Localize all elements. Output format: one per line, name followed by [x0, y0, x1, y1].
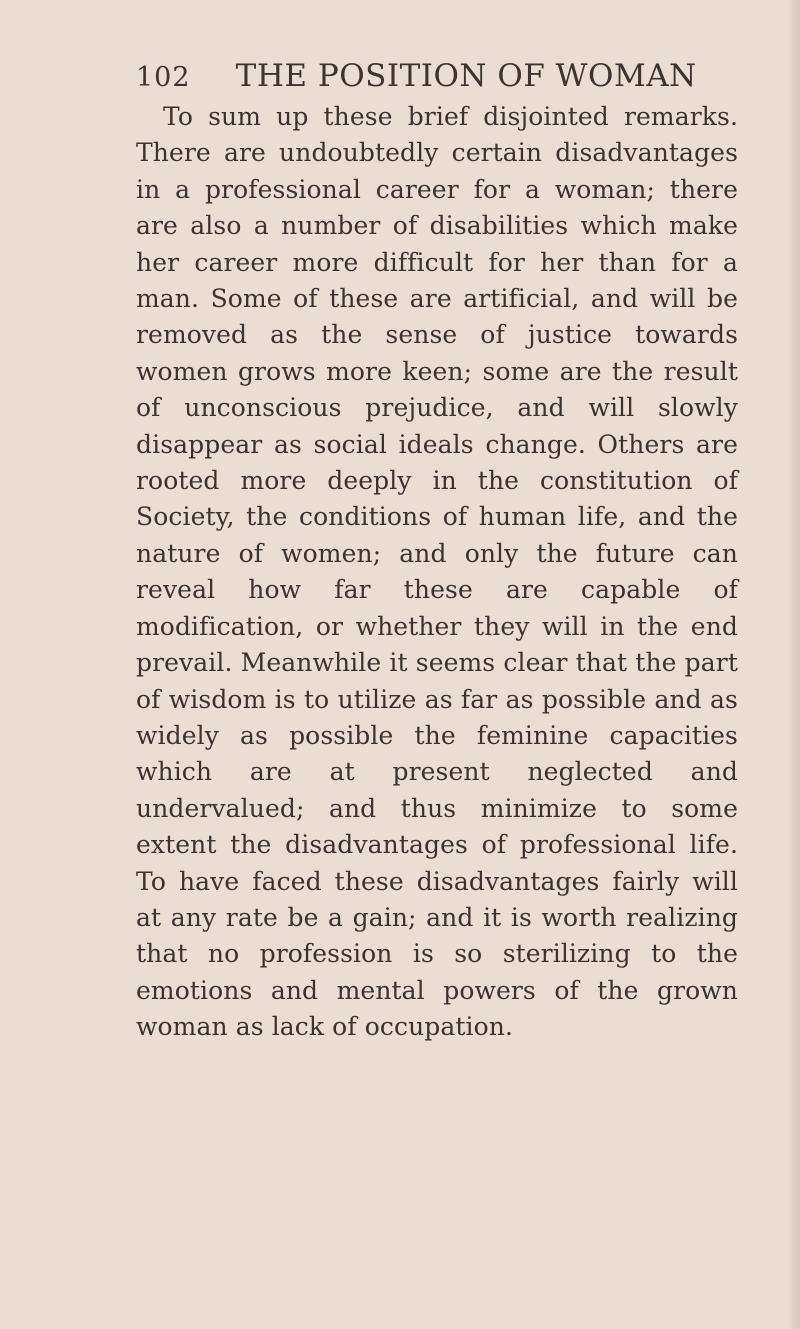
running-head: THE POSITION OF WOMAN	[235, 58, 697, 94]
page-number: 102	[136, 62, 191, 93]
page-edge-shadow	[786, 0, 800, 1329]
body-paragraph: To sum up these brief disjointed remarks. There are undoubtedly certain disadvantages in a professional career for a woman; there are also a number of disabilities which make her career more difficult for her than for a man. Some of these are artificial, and will be removed as the sense of justice towards women grows more keen; some are the result of unconscious prejudice, and will slowly disappear as social ideals change. Others are rooted more deeply in the constitution of Society, the conditions of human life, and the nature of women; and only the future can reveal how far these are capable of modification, or whether they will in the end prevail. Meanwhile it seems clear that the part of wisdom is to utilize as far as possible and as widely as possible the feminine capacities which are at present neglected and undervalued; and thus minimize to some extent the disadvantages of professional life. To have faced these disadvantages fairly will at any rate be a gain; and it is worth realizing that no profession is so sterilizing to the emotions and mental powers of the grown woman as lack of occupation.	[136, 102, 738, 1042]
page-header	[136, 58, 696, 102]
